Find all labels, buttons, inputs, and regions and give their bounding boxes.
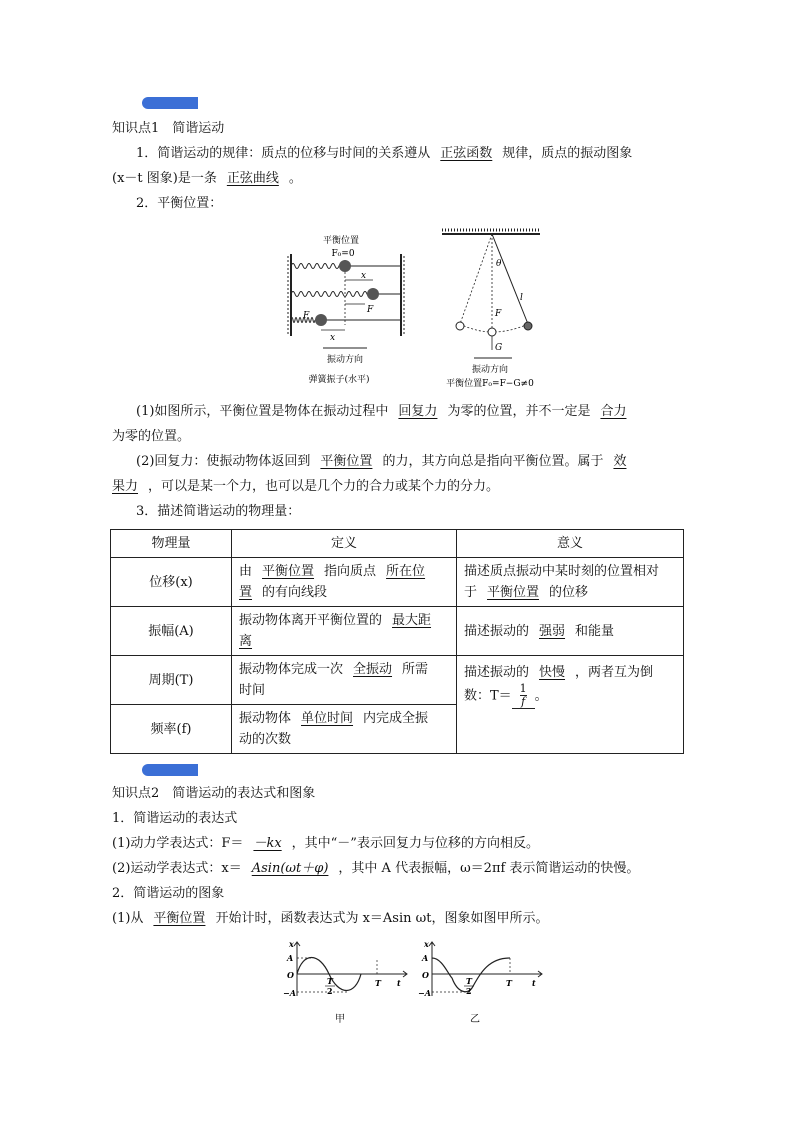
axis-label: 2 (327, 986, 333, 996)
axis-label: A (287, 953, 294, 963)
table-cell: 描述质点振动中某时刻的位置相对 于 平衡位置 的位移 (457, 558, 684, 607)
pendulum-figure (440, 228, 550, 390)
table-cell: 振动物体 单位时间 内完成全振 动的次数 (232, 705, 457, 754)
answer-blank: －kx (253, 836, 282, 851)
table-row (111, 558, 684, 607)
paragraph-7: (1)动力学表达式：F＝ －kx ，其中“－”表示回复力与位移的方向相反。 (112, 836, 539, 851)
figure-label: x (361, 271, 367, 281)
axis-label: T (375, 978, 381, 988)
table-cell: 由 平衡位置 指向质点 所在位 置 的有向线段 (232, 558, 457, 607)
answer-blank: 平衡位置 (320, 454, 373, 469)
figure-label: l (520, 293, 523, 303)
figure-caption: 平衡位置F₀=F−G≠0 (446, 379, 534, 389)
spring-oscillator-figure (283, 230, 411, 388)
answer-blank: 正弦函数 (440, 146, 493, 161)
table-cell: 频率(f) (111, 705, 232, 754)
paragraph-1: 1．简谐运动的规律：质点的位移与时间的关系遵从 正弦函数 规律，质点的振动图象 (136, 146, 633, 161)
paragraph-6: 1．简谐运动的表达式 (112, 811, 238, 826)
axis-label: O (422, 970, 429, 980)
figure-caption: 甲 (335, 1014, 345, 1025)
paragraph-5: 3．描述简谐运动的物理量： (136, 504, 301, 519)
paragraph-1-cont: (x－t 图象)是一条 正弦曲线 。 (112, 171, 302, 186)
paragraph-3-cont: 为零的位置。 (112, 429, 191, 444)
answer-blank: 效 (613, 454, 627, 469)
figure-label: F (303, 311, 310, 321)
paragraph-8: (2)运动学表达式：x＝ Asin(ωt＋φ) ，其中 A 代表振幅，ω＝2πf 表示简谐运动的快慢。 (112, 861, 640, 876)
answer-blank: 果力 (112, 479, 139, 494)
figure-label: G (495, 343, 503, 353)
answer-blank: 回复力 (398, 404, 438, 419)
table-header: 意义 (457, 530, 684, 558)
figure-label: F (495, 309, 502, 319)
paragraph-2: 2．平衡位置： (136, 196, 223, 211)
physical-quantities-table (110, 529, 684, 754)
answer-blank: 正弦曲线 (226, 171, 279, 186)
axis-label: t (397, 978, 401, 988)
answer-blank: 合力 (600, 404, 627, 419)
table-row (111, 656, 684, 705)
axis-label: T (466, 976, 472, 986)
table-cell: 描述振动的 强弱 和能量 (457, 607, 684, 656)
axis-label: A (422, 953, 429, 963)
axis-label: T (506, 978, 512, 988)
section-title-1: 知识点1 简谐运动 (112, 121, 225, 136)
axis-label: T (327, 976, 333, 986)
answer-blank: 平衡位置 (153, 911, 206, 926)
answer-blank: Asin(ωt＋φ) (251, 861, 329, 876)
axis-label: x (424, 939, 429, 949)
table-cell: 周期(T) (111, 656, 232, 705)
axis-label: O (287, 970, 294, 980)
paragraph-9: 2．简谐运动的图象 (112, 886, 225, 901)
figure-label: 平衡位置 (322, 236, 360, 246)
figure-label: x (330, 333, 336, 343)
table-header: 定义 (232, 530, 457, 558)
table-cell: 位移(x) (111, 558, 232, 607)
figure-label: θ (496, 259, 502, 269)
cosine-graph (418, 938, 548, 1028)
table-row (111, 607, 684, 656)
paragraph-4-cont: 果力 ，可以是某一个力，也可以是几个力的合力或某个力的分力。 (112, 479, 500, 494)
table-cell: 振幅(A) (111, 607, 232, 656)
paragraph-10: (1)从 平衡位置 开始计时，函数表达式为 x＝Asin ωt，图象如图甲所示。 (112, 911, 549, 926)
axis-label: x (289, 939, 294, 949)
figure-label: F (367, 305, 374, 315)
table-header-row (111, 530, 684, 558)
section-tag-1 (142, 97, 198, 109)
axis-label: −A (418, 988, 431, 998)
paragraph-4: (2)回复力：使振动物体返回到 平衡位置 的力，其方向总是指向平衡位置。属于 效 (136, 454, 627, 469)
figure-label: F₀=0 (331, 249, 355, 259)
table-cell: 描述振动的 快慢 ，两者互为倒 数：T＝ $\frac{1}{f}$ 。 (457, 656, 684, 754)
axis-label: −A (283, 988, 296, 998)
section-tag-2 (142, 764, 198, 776)
figure-label: 振动方向 (326, 355, 364, 365)
figure-caption: 乙 (470, 1014, 480, 1025)
axis-label: t (532, 978, 536, 988)
table-header: 物理量 (111, 530, 232, 558)
table-cell: 振动物体完成一次 全振动 所需 时间 (232, 656, 457, 705)
figure-caption: 弹簧振子(水平) (308, 375, 370, 385)
fraction: $\frac{1}{f}$ (512, 683, 535, 709)
paragraph-3: (1)如图所示，平衡位置是物体在振动过程中 回复力 为零的位置，并不一定是 合力 (136, 403, 636, 421)
table-cell: 振动物体离开平衡位置的 最大距 离 (232, 607, 457, 656)
sine-graph (283, 938, 413, 1028)
section-title-2: 知识点2 简谐运动的表达式和图象 (112, 786, 316, 801)
figure-label: 振动方向 (471, 365, 509, 375)
axis-label: 2 (466, 986, 472, 996)
